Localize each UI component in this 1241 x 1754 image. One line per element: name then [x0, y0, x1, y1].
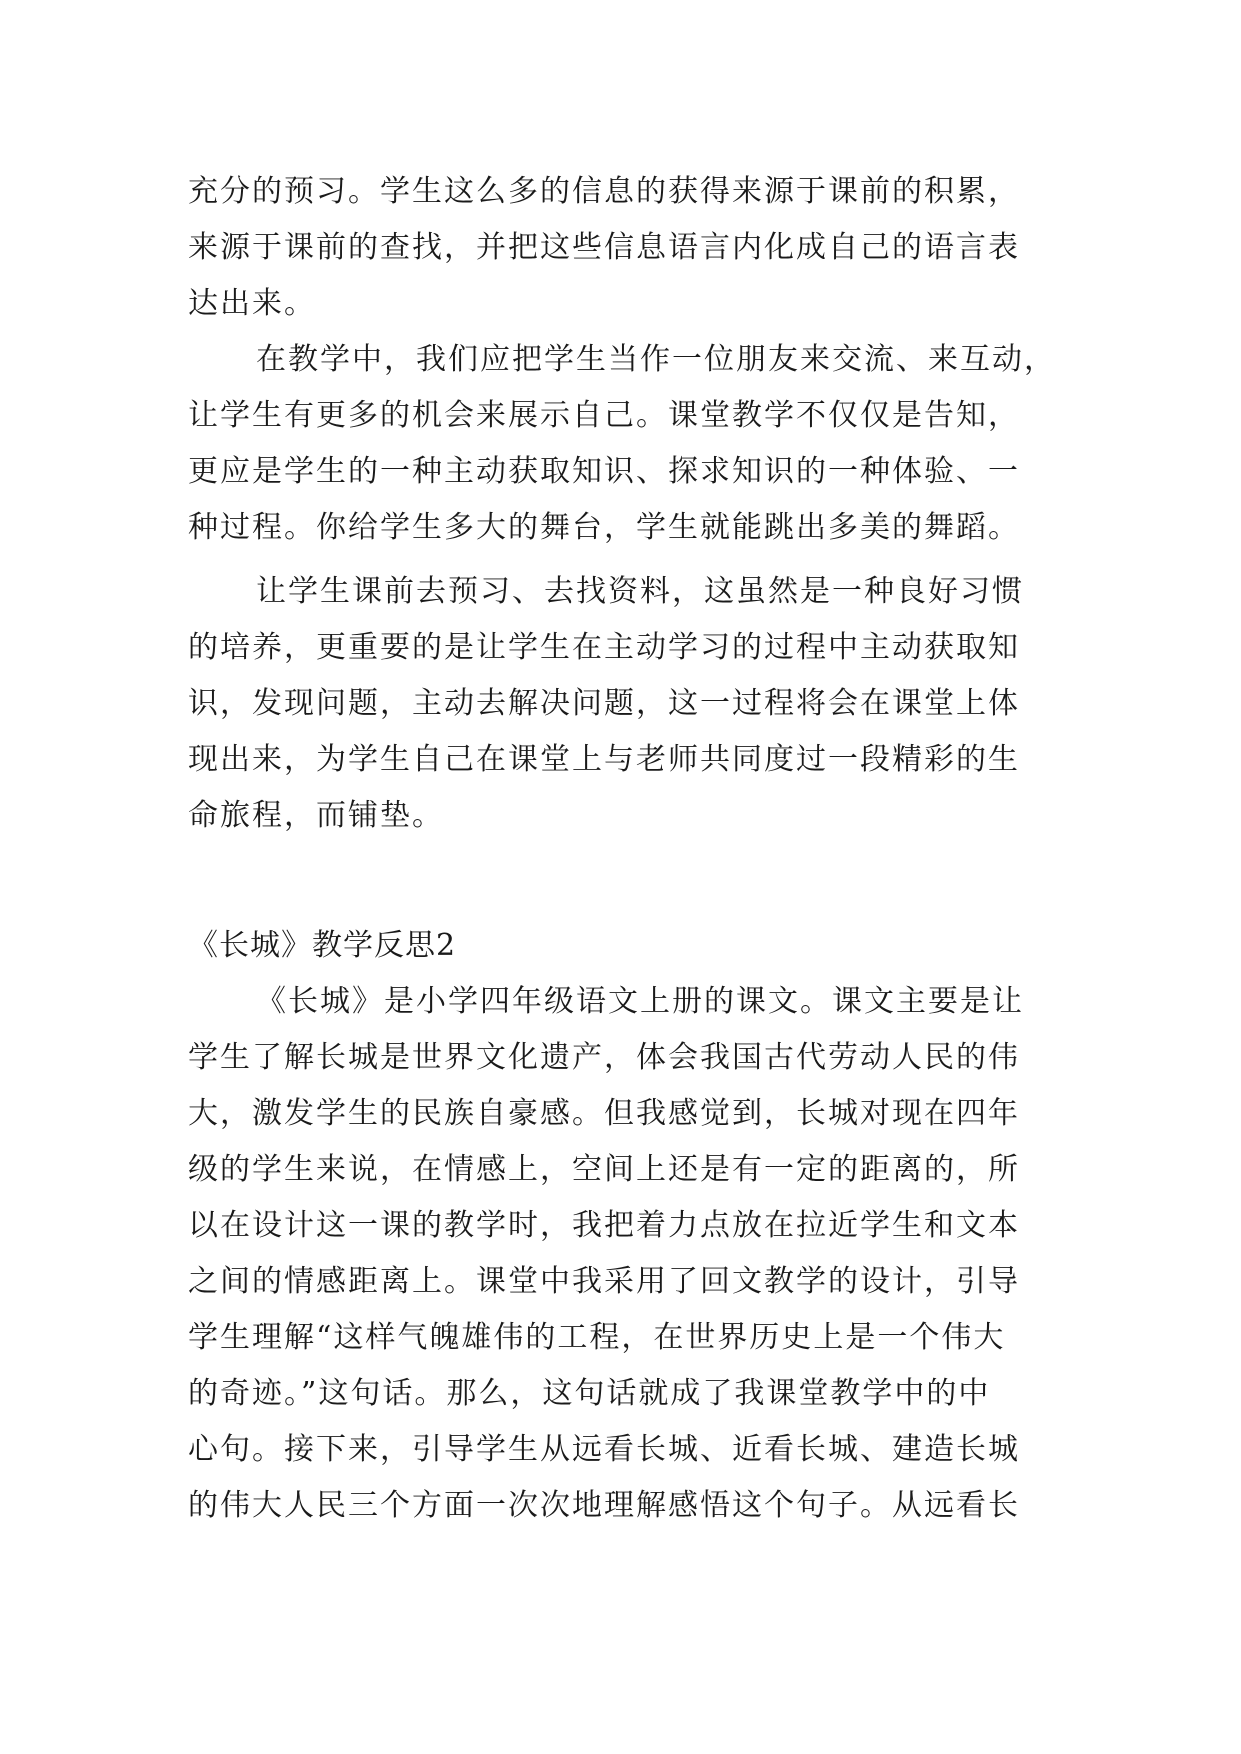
paragraph-3	[188, 564, 1068, 844]
section-paragraph	[188, 974, 1068, 1534]
paragraph-line: 的培养，更重要的是让学生在主动学习的过程中主动获取知	[188, 630, 1020, 665]
paragraph-line: 在教学中，我们应把学生当作一位朋友来交流、来互动，	[256, 342, 1056, 377]
paragraph-line: 《长城》是小学四年级语文上册的课文。课文主要是让	[256, 984, 1024, 1019]
paragraph-1	[188, 164, 1068, 332]
paragraph-line: 让学生有更多的机会来展示自己。课堂教学不仅仅是告知，	[188, 398, 1020, 433]
paragraph-line: 种过程。你给学生多大的舞台，学生就能跳出多美的舞蹈。	[188, 510, 1020, 545]
paragraph-line: 心句。接下来，引导学生从远看长城、近看长城、建造长城	[188, 1432, 1020, 1467]
paragraph-line: 来源于课前的查找，并把这些信息语言内化成自己的语言表	[188, 230, 1020, 265]
paragraph-line: 学生了解长城是世界文化遗产，体会我国古代劳动人民的伟	[188, 1040, 1020, 1075]
paragraph-line: 之间的情感距离上。课堂中我采用了回文教学的设计，引导	[188, 1264, 1020, 1299]
paragraph-line: 学生理解“这样气魄雄伟的工程，在世界历史上是一个伟大	[188, 1320, 1006, 1355]
paragraph-line: 更应是学生的一种主动获取知识、探求知识的一种体验、一	[188, 454, 1020, 489]
paragraph-line: 达出来。	[188, 286, 316, 321]
paragraph-line: 级的学生来说，在情感上，空间上还是有一定的距离的，所	[188, 1152, 1020, 1187]
paragraph-2	[188, 332, 1068, 556]
paragraph-line: 充分的预习。学生这么多的信息的获得来源于课前的积累，	[188, 174, 1020, 209]
paragraph-line: 大，激发学生的民族自豪感。但我感觉到，长城对现在四年	[188, 1096, 1020, 1131]
paragraph-line: 以在设计这一课的教学时，我把着力点放在拉近学生和文本	[188, 1208, 1020, 1243]
paragraph-line: 的奇迹。”这句话。那么，这句话就成了我课堂教学中的中	[188, 1376, 991, 1411]
paragraph-line: 现出来，为学生自己在课堂上与老师共同度过一段精彩的生	[188, 742, 1020, 777]
section-heading: 《长城》教学反思2	[188, 928, 457, 963]
paragraph-line: 识，发现问题，主动去解决问题，这一过程将会在课堂上体	[188, 686, 1020, 721]
paragraph-line: 让学生课前去预习、去找资料，这虽然是一种良好习惯	[256, 574, 1024, 609]
paragraph-line: 命旅程，而铺垫。	[188, 798, 444, 833]
paragraph-line: 的伟大人民三个方面一次次地理解感悟这个句子。从远看长	[188, 1488, 1020, 1523]
